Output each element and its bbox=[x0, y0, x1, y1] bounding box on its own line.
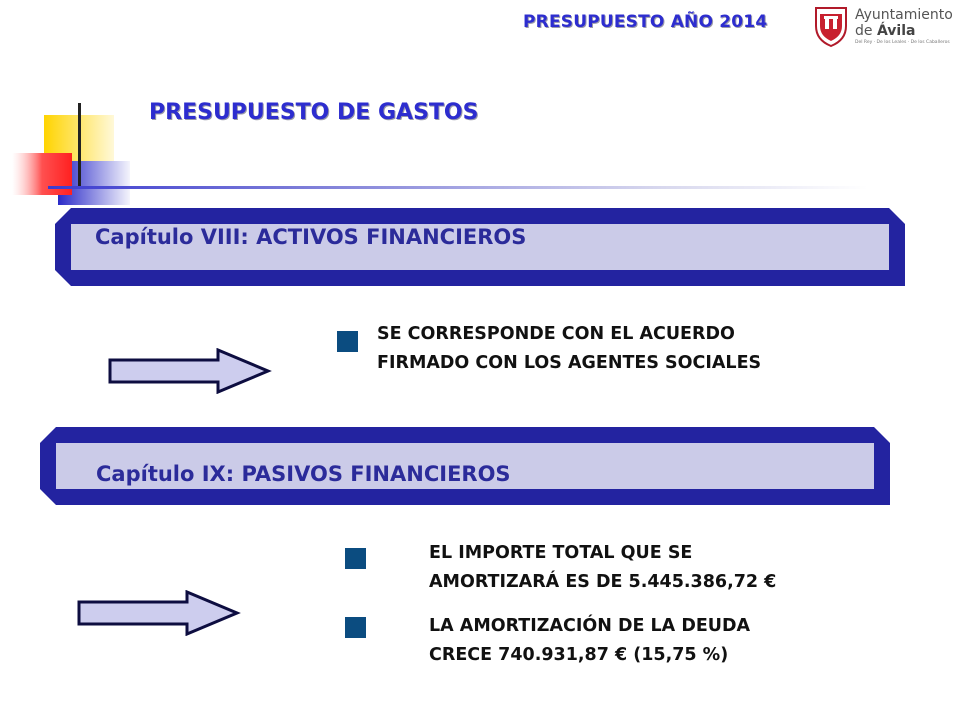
bullet-marker bbox=[345, 617, 366, 638]
bullet-marker bbox=[337, 331, 358, 352]
bullet-line: CRECE 740.931,87 € (15,75 %) bbox=[429, 645, 729, 665]
presentation-title: PRESUPUESTO AÑO 2014 bbox=[523, 12, 768, 32]
chapter-ix-bullet-1 bbox=[429, 539, 776, 597]
bullet-marker bbox=[345, 548, 366, 569]
bullet-line: LA AMORTIZACIÓN DE LA DEUDA bbox=[429, 616, 751, 636]
logo-line-2 bbox=[855, 23, 915, 39]
bullet-line: SE CORRESPONDE CON EL ACUERDO bbox=[377, 324, 735, 344]
bullet-line: EL IMPORTE TOTAL QUE SE bbox=[429, 543, 693, 563]
coat-of-arms-icon bbox=[812, 4, 852, 48]
chapter-viii-label: Capítulo VIII: ACTIVOS FINANCIEROS bbox=[95, 225, 527, 249]
arrow-right-icon bbox=[77, 590, 241, 636]
chapter-ix-bullet-2 bbox=[429, 612, 750, 670]
logo-city-name: Ávila bbox=[876, 23, 916, 39]
section-title: PRESUPUESTO DE GASTOS bbox=[149, 100, 479, 125]
chapter-ix-label: Capítulo IX: PASIVOS FINANCIEROS bbox=[96, 462, 511, 486]
title-divider bbox=[48, 186, 868, 189]
logo-line-2-prefix: de bbox=[855, 23, 877, 39]
arrow-right-icon bbox=[108, 348, 272, 394]
chapter-viii-bullet-1 bbox=[377, 320, 761, 378]
bullet-line: AMORTIZARÁ ES DE 5.445.386,72 € bbox=[429, 572, 777, 592]
ayuntamiento-logo bbox=[812, 4, 957, 48]
bullet-line: FIRMADO CON LOS AGENTES SOCIALES bbox=[377, 353, 762, 373]
chapter-ix-banner bbox=[40, 427, 890, 505]
chapter-viii-banner bbox=[55, 208, 905, 286]
logo-line-1: Ayuntamiento bbox=[855, 7, 953, 23]
logo-tagline: Del Rey · De los Leales · De los Caballeros bbox=[855, 40, 950, 45]
